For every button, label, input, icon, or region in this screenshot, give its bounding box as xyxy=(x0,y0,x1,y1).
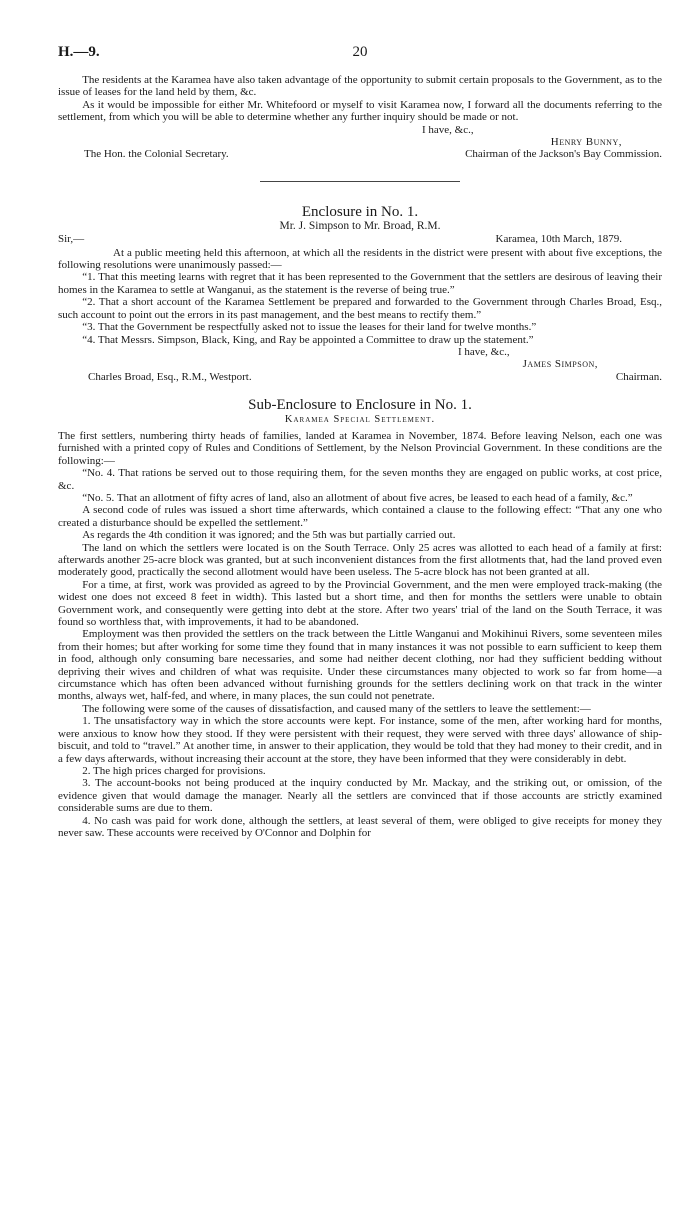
paragraph: For a time, at first, work was provided as agreed to by the Provincial Government, and the men were employed track-making (the widest one does not exceed 8 feet in width). This lasted but a short time, and then for months the settlers were unable to obtain Government work, and consequently were getting into debt at the store. After two years' trial of the land on the South Terrace, it was found so worthless that, with improvements, it had to be abandoned. xyxy=(58,578,662,629)
enclosure-letter xyxy=(58,203,662,383)
paragraph: A second code of rules was issued a short time afterwards, which contained a clause to the following effect: “That any one who created a disturbance should be expelled the settlement.” xyxy=(58,504,662,529)
addressee: The Hon. the Colonial Secretary. xyxy=(84,148,229,161)
quoted-condition: “No. 5. That an allotment of fifty acres of land, also an allotment of about five acres, be leased to each head of a family, &c.” xyxy=(82,491,633,504)
paragraph: The following were some of the causes of dissatisfaction, and caused many of the settlers to leave the settlement:— xyxy=(82,702,591,715)
signer-title: Chairman of the Jackson's Bay Commission. xyxy=(465,148,662,161)
signature-row xyxy=(58,371,662,383)
resolution-2: “2. That a short account of the Karamea Settlement be prepared and forwarded to the Government through Charles Broad, Esq., such account to point out the errors in its past management, and the best means to rectify them.” xyxy=(58,296,662,321)
paragraph: The first settlers, numbering thirty heads of families, landed at Karamea in November, 1874. Before leaving Nelson, each one was furnished with a printed copy of Rules and Conditions of Settlement, by the Nelson Provincial Government. In these conditions are the following:— xyxy=(58,429,662,467)
sub-enclosure-heading: Sub-Enclosure to Enclosure in No. 1. xyxy=(248,397,472,414)
document-page xyxy=(58,46,662,839)
sub-enclosure-title: Karamea Special Settlement. xyxy=(284,413,436,425)
paragraph: As regards the 4th condition it was ignored; and the 5th was but partially carried out. xyxy=(82,529,456,542)
document-reference: H.—9. xyxy=(58,44,100,60)
paragraph: The land on which the settlers were located is on the South Terrace. Only 25 acres was allotted to each head of a family at first: afterwards another 25-acre block was granted, but at such inconvenient distances from the first allotments that, had the land proved even moderately good, practically the second allotment would have been useless. The 5-acre block has not been granted at all. xyxy=(58,541,662,579)
salutation-row xyxy=(58,233,662,247)
quoted-condition: “No. 4. That rations be served out to those requiring them, for the seven months they are engaged on public works, at cost price, &c. xyxy=(58,467,662,492)
paragraph: As it would be impossible for either Mr. Whitefoord or myself to visit Karamea now, I forward all the documents referring to the settlement, from which you will be able to determine whether any further inquiry should be made or not. xyxy=(58,98,662,124)
resolution-1: “1. That this meeting learns with regret that it has been represented to the Government that the settlers are desirous of leaving their homes in the Karamea to settle at Wanganui, as the statement is the reverse of being true.” xyxy=(58,271,662,296)
cause-item: 2. The high prices charged for provisions. xyxy=(82,764,266,777)
signature-row xyxy=(58,148,662,160)
salutation: Sir,— xyxy=(58,232,85,245)
section-divider xyxy=(260,181,460,182)
place-date: Karamea, 10th March, 1879. xyxy=(495,232,622,245)
closing: I have, &c., xyxy=(422,123,474,136)
resolution-4: “4. That Messrs. Simpson, Black, King, and Ray be appointed a Committee to draw up the statement.” xyxy=(82,333,534,346)
cause-item: 3. The account-books not being produced at the inquiry conducted by Mr. Mackay, and the striking out, or omission, of the evidence given that would damage the manager. Nearly all the settlers are convinced that if those accounts are strictly examined considerable sums are due to them. xyxy=(58,777,662,815)
cause-item: 4. No cash was paid for work done, although the settlers, at least several of them, were obliged to give receipts for money they never saw. These accounts were received by O'Connor and Dolphin for xyxy=(58,814,662,839)
signer-title: Chairman. xyxy=(615,370,662,383)
cause-item: 1. The unsatisfactory way in which the store accounts were kept. For instance, some of the men, after working hard for months, were anxious to know how they stood. If they were persistent with their request, they were served with three days' allowance of ship-biscuit, and told to “travel.” At another time, in answer to their application, they would be told that they had money to their credit, and in a few days afterwards, without increasing their account at the store, they have been informed that they were considerably in debt. xyxy=(58,715,662,765)
signer-name: James Simpson, xyxy=(522,358,598,371)
sub-enclosure xyxy=(58,399,662,839)
letter-bunny xyxy=(58,74,662,161)
enclosure-heading: Enclosure in No. 1. xyxy=(301,203,419,220)
closing: I have, &c., xyxy=(458,345,510,358)
addressee: Charles Broad, Esq., R.M., Westport. xyxy=(88,370,252,383)
enclosure-subheading: Mr. J. Simpson to Mr. Broad, R.M. xyxy=(279,220,441,233)
paragraph: Employment was then provided the settlers on the track between the Little Wanganui and Mokihinui Rivers, some seventeen miles from their homes; but after working for some time they found that in many instances it was not possible to earn sufficient to keep them in food, although only consuming bare necessaries, and some had neither decent clothing, nor had they sufficient bedding without depriving their wives and children of what was requisite. Under these circumstances many objected to work so far from home—a circumstance which has often been advanced without furnishing grounds for the settlers declining work on that track in the winter months, always wet, half-fed, and where, in many places, the sun could not penetrate. xyxy=(58,628,662,703)
page-header xyxy=(58,46,662,74)
paragraph: The residents at the Karamea have also taken advantage of the opportunity to submit certain proposals to the Government, as to the issue of leases for the land held by them, &c. xyxy=(58,74,662,99)
page-number: 20 xyxy=(352,44,368,60)
resolution-3: “3. That the Government be respectfully asked not to issue the leases for their land for twelve months.” xyxy=(82,321,537,334)
signer-name: Henry Bunny, xyxy=(550,136,622,149)
paragraph: At a public meeting held this afternoon, at which all the residents in the district were present with about five exceptions, the following resolutions were unanimously passed:— xyxy=(58,246,662,272)
